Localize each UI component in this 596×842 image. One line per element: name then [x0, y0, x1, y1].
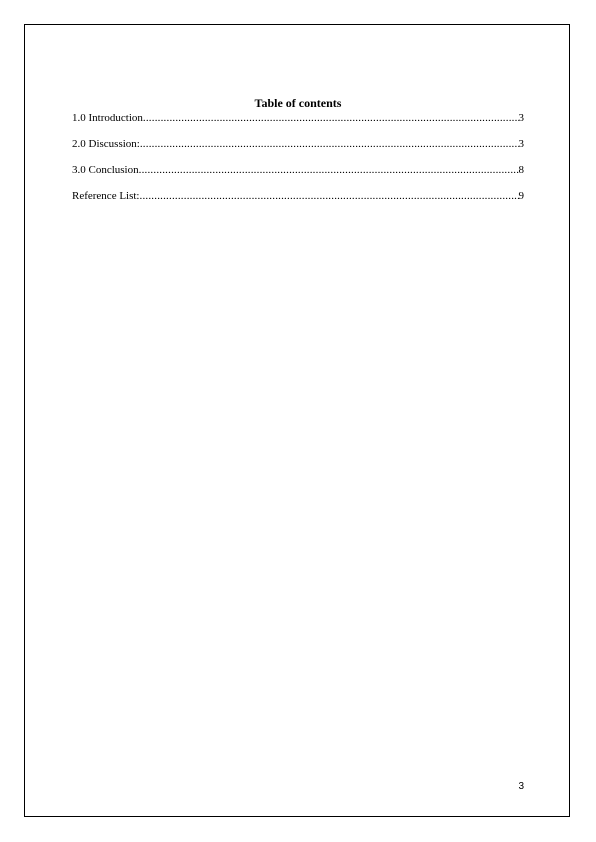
toc-title: Table of contents: [254, 96, 342, 110]
toc-list: [72, 112, 524, 216]
toc-entry-label: 2.0 Discussion:: [72, 138, 140, 150]
page-number: 3: [518, 781, 524, 792]
toc-entry-label: Reference List:: [72, 190, 140, 202]
toc-entry-page: 8: [518, 164, 524, 176]
toc-dot-leader: [140, 138, 519, 151]
toc-dot-leader: [139, 164, 519, 177]
toc-entry-page: 3: [518, 112, 524, 124]
toc-entry-label: 1.0 Introduction: [72, 112, 143, 124]
toc-entry-conclusion[interactable]: [72, 164, 524, 177]
toc-entry-page: 9: [518, 190, 524, 202]
toc-entry-label: 3.0 Conclusion: [72, 164, 139, 176]
toc-dot-leader: [140, 190, 519, 203]
toc-entry-discussion[interactable]: [72, 138, 524, 151]
toc-entry-reference-list[interactable]: [72, 190, 524, 203]
toc-entry-introduction[interactable]: [72, 112, 524, 125]
toc-entry-page: 3: [518, 138, 524, 150]
toc-dot-leader: [143, 112, 519, 125]
